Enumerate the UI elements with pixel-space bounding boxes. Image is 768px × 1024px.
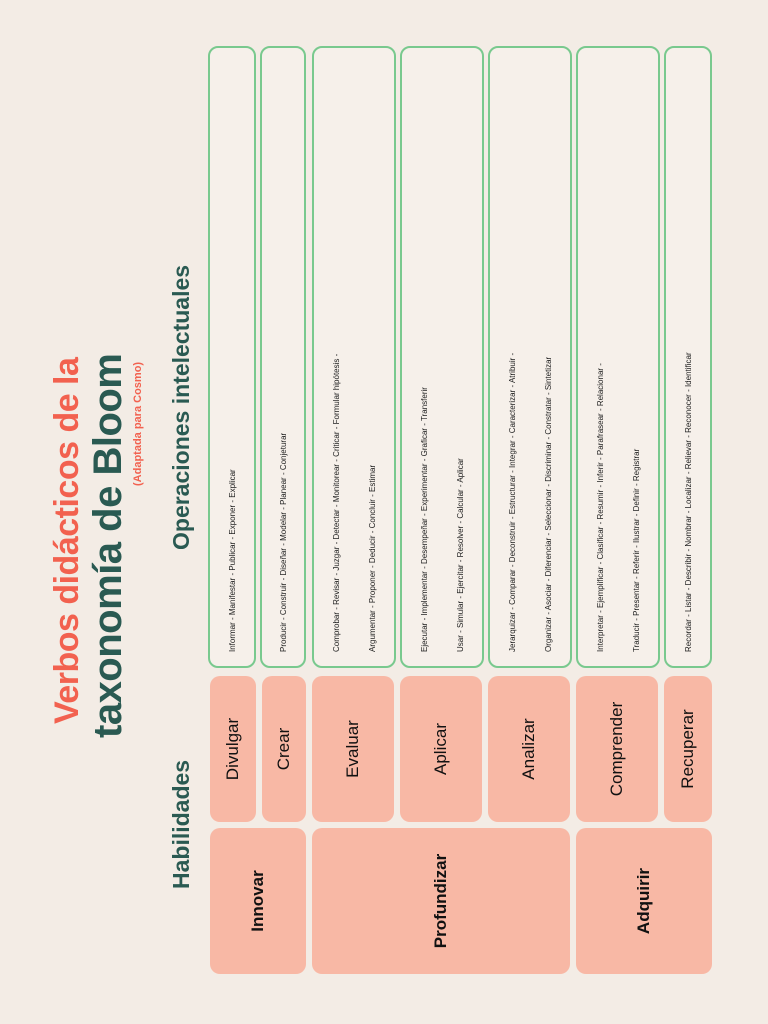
title-line-1: Verbos didácticos de la <box>48 357 86 724</box>
ops-line: Jerarquizar - Comparar - Deconstruir - Estructurar - Integrar - Caracterizar - Atribuir - <box>507 352 517 652</box>
ops-aplicar <box>400 46 484 668</box>
category-adquirir <box>576 828 712 974</box>
skill-evaluar <box>312 676 394 822</box>
ops-analizar <box>488 46 572 668</box>
section-habilidades: Habilidades <box>168 759 194 889</box>
ops-line: Usar - Simular - Ejercitar - Resolver - Calcular - Aplicar <box>455 458 465 652</box>
skill-label: Comprender <box>607 701 626 797</box>
ops-line: Argumentar - Proponer - Deducir - Concluir - Estimar <box>367 464 377 652</box>
section-operaciones: Operaciones intelectuales <box>168 264 194 550</box>
skill-label: Divulgar <box>223 717 242 781</box>
skill-crear <box>262 676 306 822</box>
category-innovar <box>210 828 306 974</box>
title-line-2: taxonomía de Bloom <box>86 353 130 738</box>
skill-label: Crear <box>274 727 293 771</box>
ops-divulgar <box>208 46 256 668</box>
skill-recuperar <box>664 676 712 822</box>
category-innovar-label: Innovar <box>248 870 267 932</box>
ops-line: Informar - Manifestar - Publicar - Exponer - Explicar <box>227 469 237 652</box>
category-adquirir-label: Adquirir <box>634 867 653 935</box>
ops-evaluar <box>312 46 396 668</box>
skill-label: Analizar <box>519 718 538 780</box>
skill-analizar <box>488 676 570 822</box>
skill-label: Recuperar <box>678 709 697 789</box>
ops-line: Traducir - Presentar - Referir - Ilustrar - Definir - Registrar <box>631 448 641 652</box>
ops-line: Organizar - Asociar - Diferenciar - Seleccionar - Discriminar - Constratar - Sintetizar <box>543 356 553 652</box>
ops-line: Interpretar - Ejemplificar - Clasificar - Resumir - Inferir - Parafrasear - Relacionar - <box>595 363 605 652</box>
ops-line: Ejecutar - Implementar - Desempeñar - Experimentar - Graficar - Transferir <box>419 387 429 652</box>
ops-crear <box>260 46 306 668</box>
skill-label: Aplicar <box>431 723 450 775</box>
skill-divulgar <box>210 676 256 822</box>
skill-label: Evaluar <box>343 720 362 778</box>
ops-line: Producir - Construir - Diseñar - Modelar - Planear - Conjeturar <box>278 432 288 652</box>
skill-aplicar <box>400 676 482 822</box>
category-profundizar-label: Profundizar <box>431 853 450 949</box>
subtitle: (Adaptada para Cosmo) <box>132 361 144 486</box>
ops-line: Comprobar - Revisar - Juzgar - Detectar - Monitorear - Criticar - Formular hipótesis - <box>331 353 341 652</box>
ops-comprender <box>576 46 660 668</box>
category-profundizar <box>312 828 570 974</box>
ops-recuperar <box>664 46 712 668</box>
skill-comprender <box>576 676 658 822</box>
ops-line: Recordar - Listar - Describir - Nombrar - Localizar - Relievar - Reconocer - Identificar <box>683 352 693 652</box>
